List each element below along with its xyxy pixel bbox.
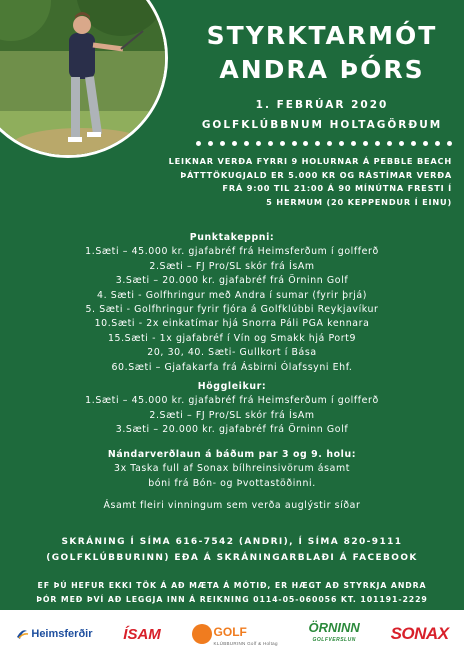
sponsor-heimsferdir: Heimsferðir: [15, 627, 92, 641]
support-line: ÞÓR MEÐ ÞVÍ AÐ LEGGJA INN Á REIKNING 0114-05-060056 KT. 101191-2229: [36, 594, 428, 604]
prize-line: 10.Sæti - 2x einkatímar hjá Snorra Páli PGA kennara: [94, 318, 370, 330]
event-info: [150, 155, 464, 209]
sponsor-bar: [0, 610, 464, 658]
event-title-line2: ANDRA ÞÓRS: [219, 55, 425, 84]
prize-line: bóni frá Bón- og Þvottastöðinni.: [148, 477, 316, 489]
sponsor-golfklubburinn: GOLF KLÚBBURINN Golf & Holtag: [192, 623, 278, 646]
prize-line: 60.Sæti – Gjafakarfa frá Ásbirni Ólafssyni Ehf.: [111, 361, 353, 373]
golfer-photo: [0, 0, 168, 158]
info-line: FRÁ 9:00 TIL 21:00 Á 90 MÍNÚTNA FRESTI Í: [222, 183, 452, 193]
support-line: EF ÞÚ HEFUR EKKI TÖK Á AÐ MÆTA Á MÓTIÐ, ER HÆGT AÐ STYRKJA ANDRA: [37, 581, 427, 590]
event-venue: GOLFKLÚBBNUM HOLTAGÖRÐUM: [201, 119, 443, 131]
prize-line: 15.Sæti - 1x gjafabréf í Vín og Smakk hjá Port9: [107, 332, 357, 344]
sponsor-sonax: SONAX: [390, 624, 449, 643]
prize-line: 3x Taska full af Sonax bílhreinsivörum ásamt: [114, 463, 350, 475]
info-line: LEIKNAR VERÐA FYRRI 9 HOLURNAR Á PEBBLE BEACH: [168, 156, 452, 166]
prize-line: 3.Sæti – 20.000 kr. gjafabréf frá Örninn Golf: [115, 424, 349, 436]
prize-line: 2.Sæti – FJ Pro/SL skór frá ÍsAm: [149, 409, 315, 421]
prize-line: 4. Sæti - Golfhringur með Andra í sumar (fyrir þrjá): [97, 289, 367, 301]
sponsor-isam: ÍSAM: [123, 625, 161, 643]
info-line: 5 HERMUM (20 KEPPENDUR Í EINU): [266, 196, 452, 207]
hoggleikur-heading: Höggleikur:: [197, 381, 267, 392]
dotted-divider: [196, 141, 452, 147]
prize-line: 20, 30, 40. Sæti- Gullkort í Bása: [147, 347, 317, 359]
info-line: ÞÁTTTÖKUGJALD ER 5.000 KR OG RÁSTÍMAR VERÐA: [180, 169, 452, 180]
sponsor-orninn: ÖRNINN GOLFVERSLUN: [308, 620, 360, 643]
hoggleikur-section: [0, 380, 464, 438]
punktakeppni-heading: Punktakeppni:: [189, 232, 275, 243]
golfer-illustration: [0, 0, 168, 158]
event-date: 1. FEBRÚAR 2020: [255, 99, 389, 111]
prize-line: 1.Sæti – 45.000 kr. gjafabréf frá Heimsferðum í golfferð: [85, 246, 379, 258]
golf-logo-icon: [192, 624, 212, 644]
punktakeppni-section: [0, 231, 464, 375]
event-title-line1: STYRKTARMÓT: [206, 21, 438, 50]
support-info: [0, 579, 464, 606]
prize-line: 1.Sæti – 45.000 kr. gjafabréf frá Heimsferðum í golfferð: [85, 395, 379, 407]
prize-line: 5. Sæti - Golfhringur fyrir fjóra á Golfklúbbi Reykjavíkur: [85, 304, 379, 316]
prize-line: 3.Sæti – 20.000 kr. gjafabréf frá Örninn Golf: [115, 275, 349, 287]
prize-line: 2.Sæti – FJ Pro/SL skór frá ÍsAm: [149, 260, 315, 272]
registration-line: SKRÁNING Í SÍMA 616-7542 (ANDRI), Í SÍMA 820-9111: [61, 537, 403, 547]
registration-line: (GOLFKLÚBBURINN) EÐA Á SKRÁNINGARBLAÐI Á FACEBOOK: [46, 553, 418, 563]
nandarverdlaun-section: [0, 448, 464, 491]
heimsferdir-logo-icon: [15, 627, 29, 641]
registration-info: [0, 534, 464, 566]
nandarverdlaun-heading: Nándarverðlaun á báðum par 3 og 9. holu:: [107, 449, 357, 460]
more-prizes-note: Ásamt fleiri vinningum sem verða auglýstir síðar: [103, 500, 361, 511]
